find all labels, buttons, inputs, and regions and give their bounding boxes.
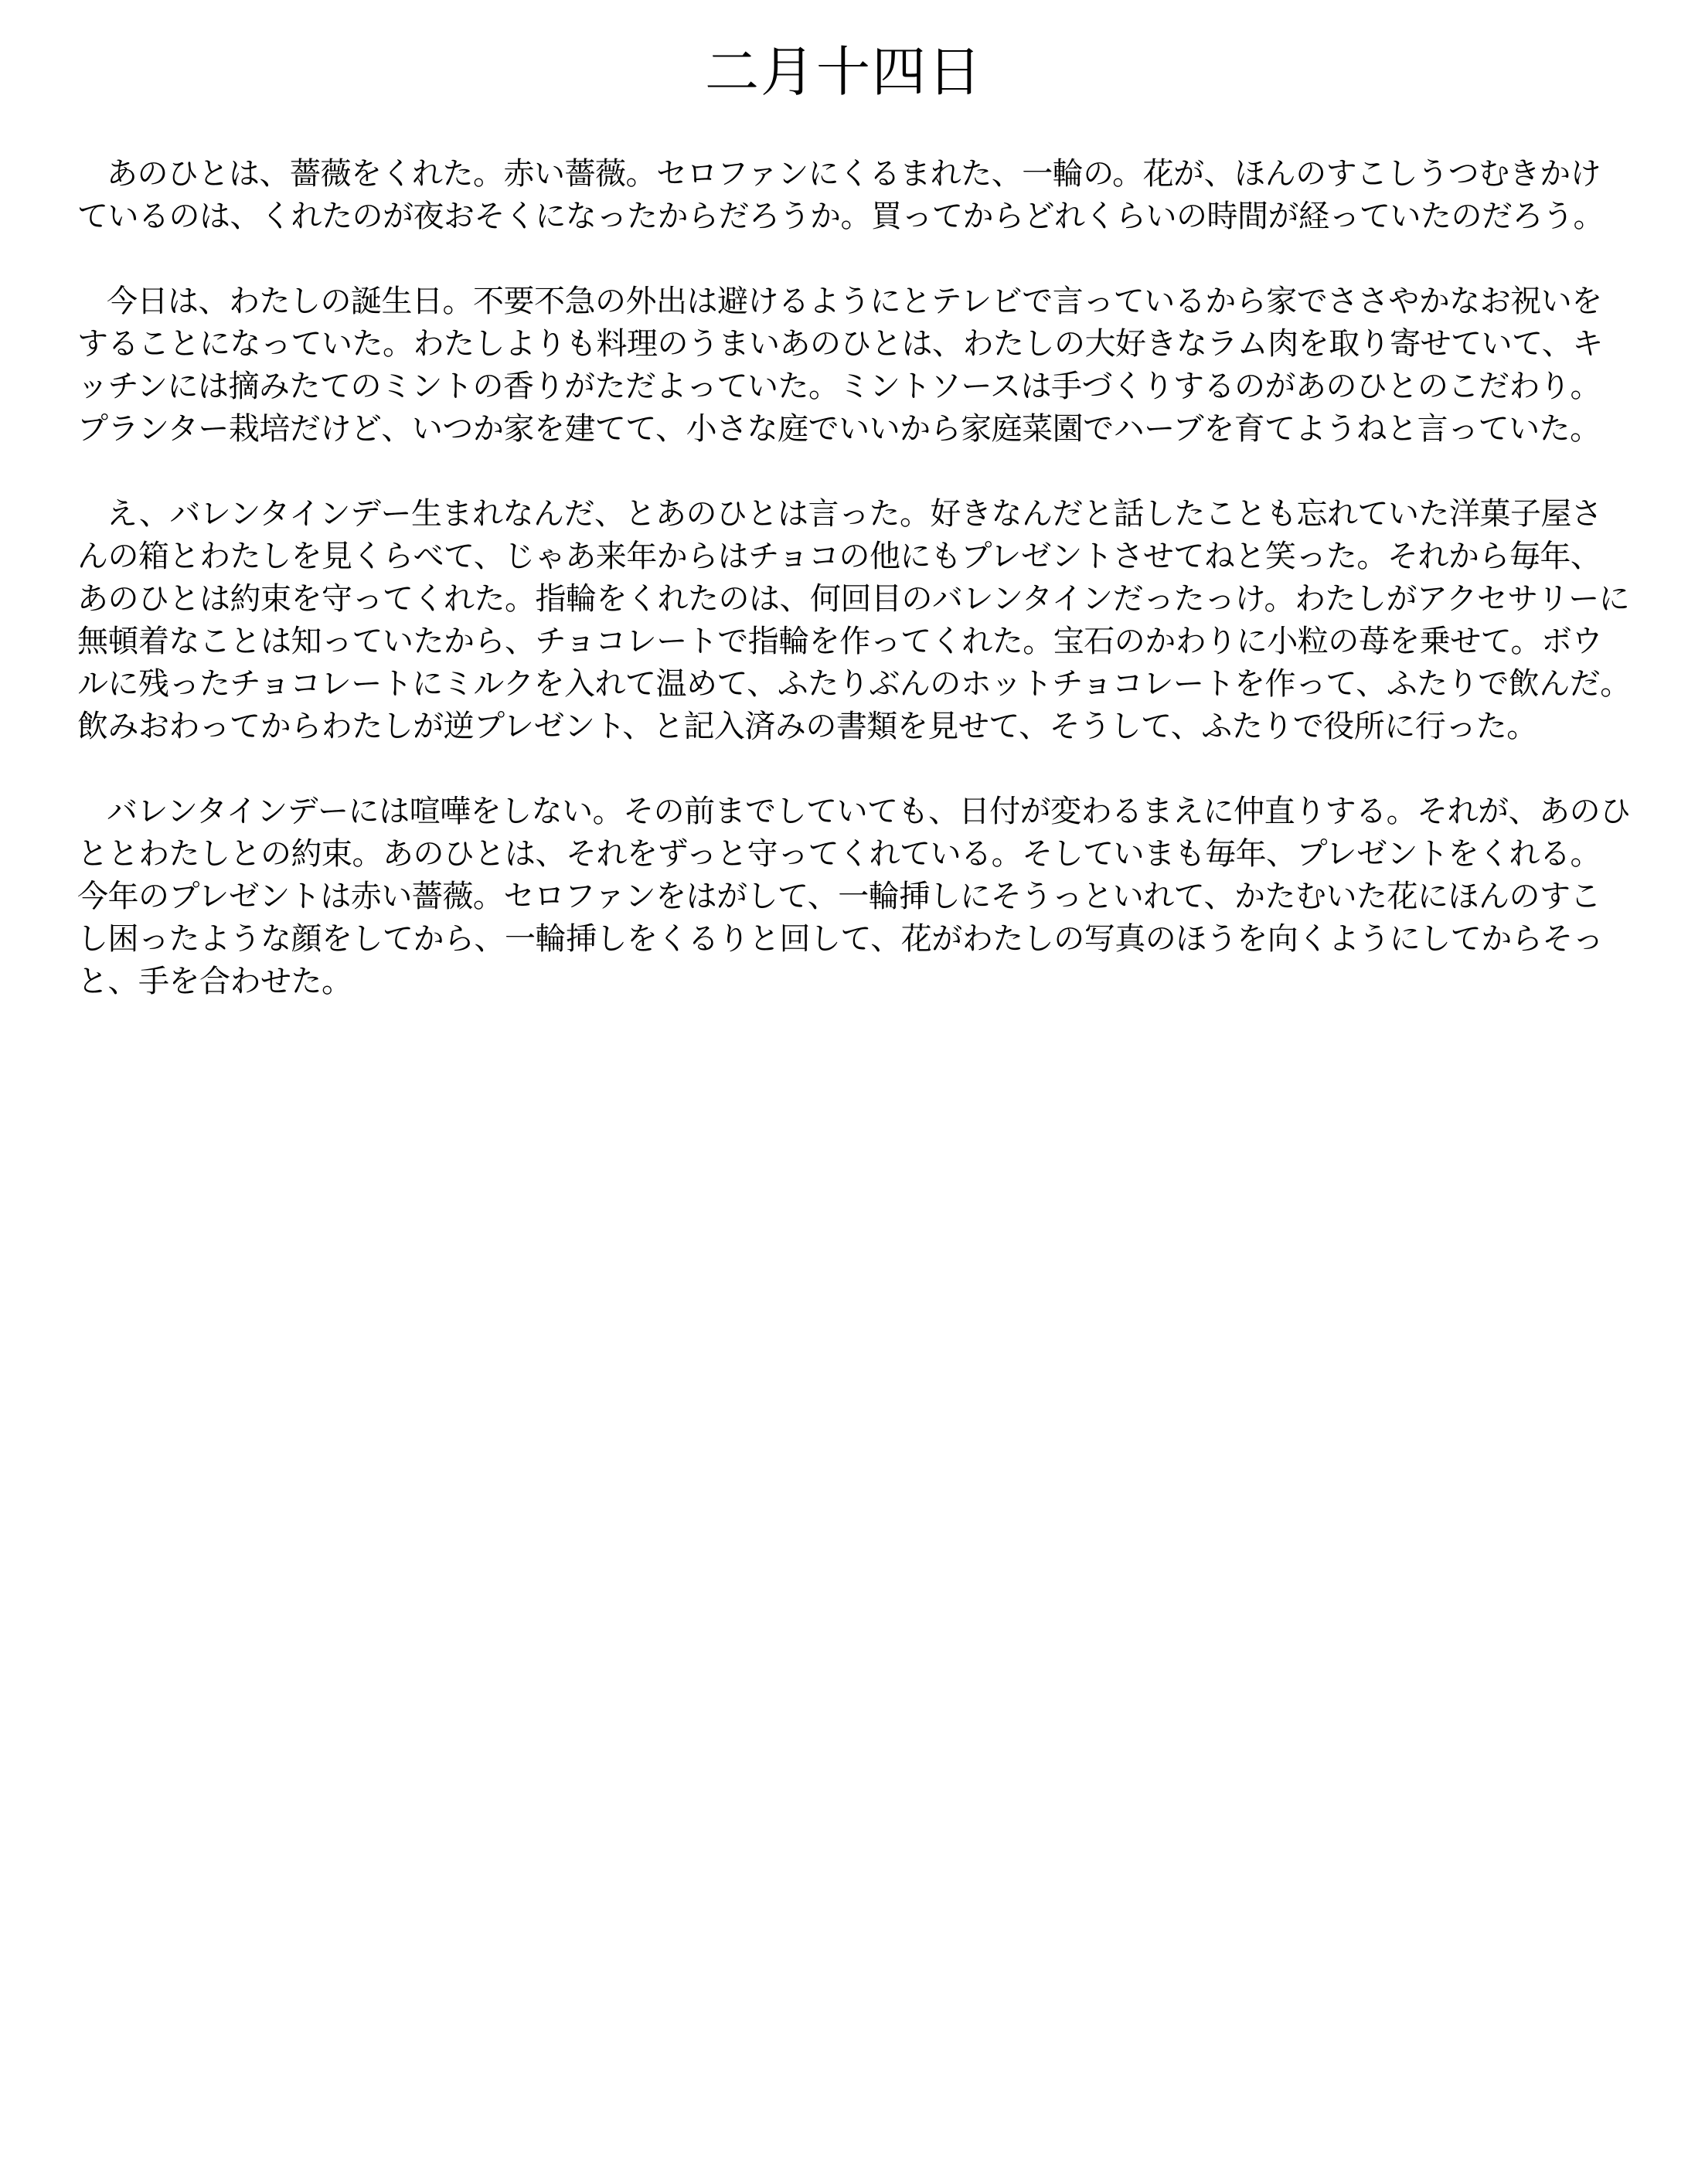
document-body <box>77 153 1631 1046</box>
paragraph-3: え、バレンタインデー生まれなんだ、とあのひとは言った。好きなんだと話したことも忘れていた洋菓子屋さんの箱とわたしを見くらべて、じゃあ来年からはチョコの他にもプレゼントさせてねと笑った。それから毎年、あのひとは約束を守ってくれた。指輪をくれたのは、何回目のバレンタインだったっけ。わたしがアクセサリーに無頓着なことは知っていたから、チョコレートで指輪を作ってくれた。宝石のかわりに小粒の苺を乗せて。ボウルに残ったチョコレートにミルクを入れて温めて、ふたりぶんのホットチョコレートを作って、ふたりで飲んだ。飲みおわってからわたしが逆プレゼント、と記入済みの書類を見せて、そうして、ふたりで役所に行った。 <box>77 496 1631 744</box>
paragraph-4: バレンタインデーには喧嘩をしない。その前までしていても、日付が変わるまえに仲直りする。それが、あのひととわたしとの約束。あのひとは、それをずっと守ってくれている。そしていまも毎年、プレゼントをくれる。今年のプレゼントは赤い薔薇。セロファンをはがして、一輪挿しにそうっといれて、かたむいた花にほんのすこし困ったような顔をしてから、一輪挿しをくるりと回して、花がわたしの写真のほうを向くようにしてからそっと、手を合わせた。 <box>77 794 1631 999</box>
document-title: 二月十四日 <box>705 40 983 104</box>
paragraph-2: 今日は、わたしの誕生日。不要不急の外出は避けるようにとテレビで言っているから家でささやかなお祝いをすることになっていた。わたしよりも料理のうまいあのひとは、わたしの大好きなラム肉を取り寄せていて、キッチンには摘みたてのミントの香りがただよっていた。ミントソースは手づくりするのがあのひとのこだわり。プランター栽培だけど、いつか家を建てて、小さな庭でいいから家庭菜園でハーブを育てようねと言っていた。 <box>77 284 1603 447</box>
paragraph-1: あのひとは、薔薇をくれた。赤い薔薇。セロファンにくるまれた、一輪の。花が、ほんのすこしうつむきかけているのは、くれたのが夜おそくになったからだろうか。買ってからどれくらいの時間が経っていたのだろう。 <box>77 156 1604 234</box>
